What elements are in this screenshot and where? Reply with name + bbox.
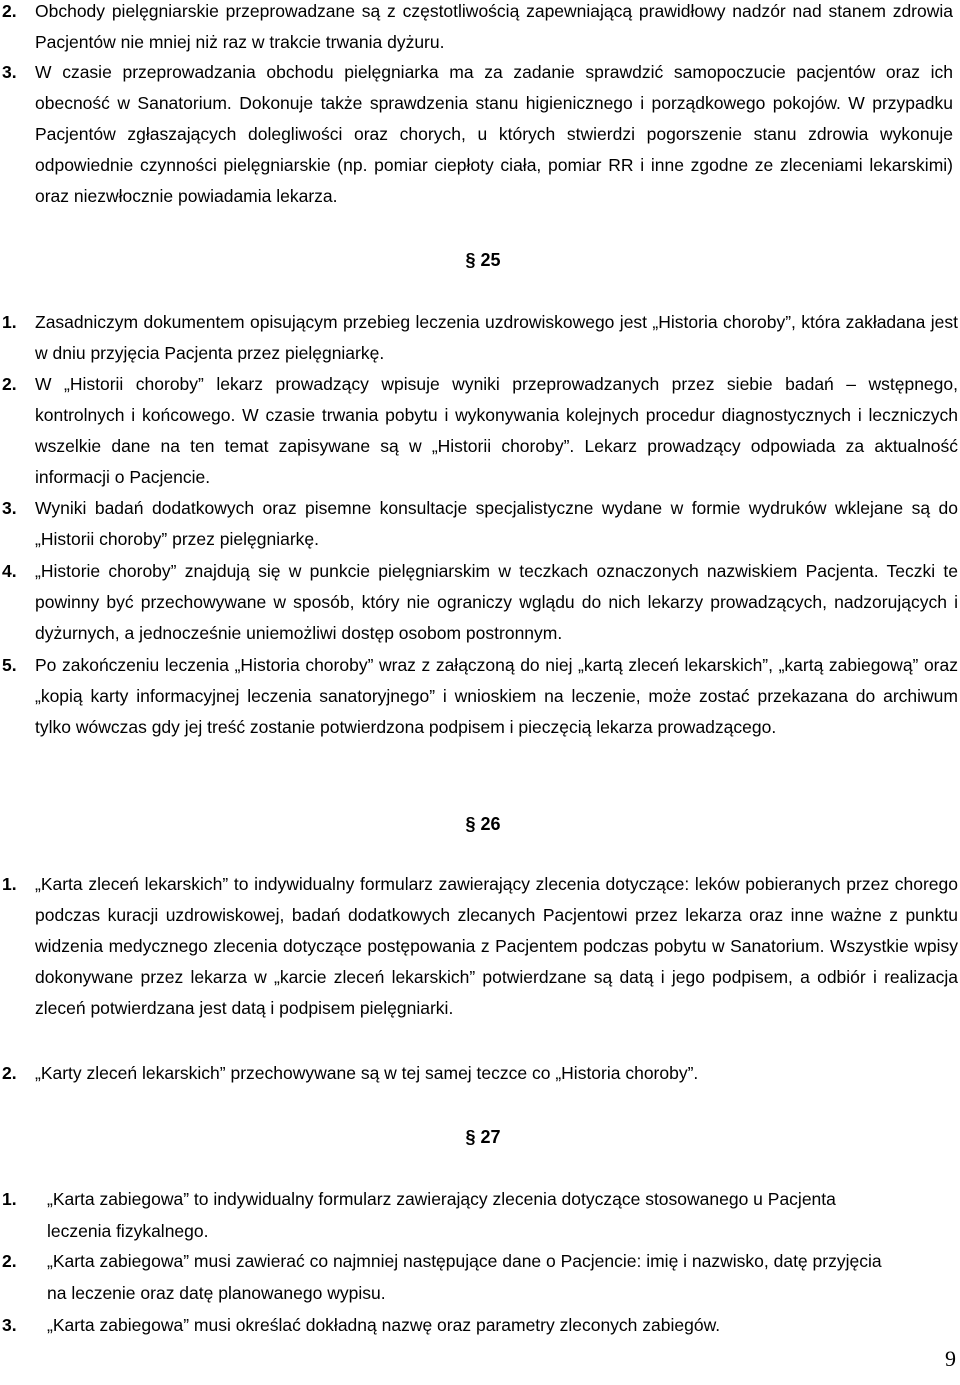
item-number: 2.: [2, 374, 17, 394]
item-number: 5.: [2, 655, 17, 675]
item-text: Wyniki badań dodatkowych oraz pisemne konsultacje specjalistyczne wydane w formie wydruków wklejane są do „Historii choroby” przez pielęgniarkę.: [35, 498, 958, 549]
item-text: „Historie choroby” znajdują się w punkcie pielęgniarskim w teczkach oznaczonych nazwiskiem Pacjenta. Teczki te powinny być przechowywane w sposób, który nie ograniczy wglądu do nich lekarzy prowadzących, nadzorujących i dyżurnych, a jednocześnie uniemożliwi dostęp osobom postronnym.: [35, 561, 958, 643]
list-item: [0, 493, 960, 555]
item-number: 4.: [2, 561, 17, 581]
section-heading: § 27: [465, 1127, 501, 1147]
item-text: „Karty zleceń lekarskich” przechowywane są w tej samej teczce co „Historia choroby”.: [35, 1063, 699, 1083]
item-text: „Karta zleceń lekarskich” to indywidualny formularz zawierający zlecenia dotyczące: leków pobieranych przez chorego podczas kuracji uzdrowiskowej, badań dodatkowych zlecanych Pacjentowi przez lekarza oraz inne ważne z punktu widzenia medycznego zlecenia dotyczące postępowania z Pacjentem podczas pobytu w Sanatorium. Wszystkie wpisy dokonywane przez lekarza w „karcie zleceń lekarskich” potwierdzane są datą i jego podpisem, a odbiór i realizacja zleceń potwierdzana jest datą i podpisem pielęgniarki.: [35, 874, 958, 1018]
item-text: W „Historii choroby” lekarz prowadzący wpisuje wyniki przeprowadzanych przez siebie badań – wstępnego, kontrolnych i końcowego. W czasie trwania pobytu i wykonywania kolejnych procedur diagnostycznych i leczniczych wszelkie dane na ten temat zapisywane są w „Historii choroby”. Lekarz prowadzący odpowiada za aktualność informacji o Pacjencie.: [35, 374, 958, 487]
item-number: 1.: [2, 874, 17, 894]
item-text: Po zakończeniu leczenia „Historia choroby” wraz z załączoną do niej „kartą zleceń lekarskich”, „kartą zabiegową” oraz „kopią karty informacyjnej leczenia sanatoryjnego” i wnioskiem na leczenie, może zostać przekazana do archiwum tylko wówczas gdy jej treść zostanie potwierdzona podpisem i pieczęcią lekarza prowadzącego.: [35, 655, 958, 737]
item-number: 2.: [2, 1063, 17, 1083]
item-text: „Karta zabiegowa” musi zawierać co najmniej następujące dane o Pacjencie: imię i nazwisko, datę przyjęcia na leczenie oraz datę planowanego wypisu.: [47, 1251, 882, 1303]
item-number: 2.: [2, 1, 17, 21]
item-text: „Karta zabiegowa” to indywidualny formularz zawierający zlecenia dotyczące stosowanego u Pacjenta leczenia fizykalnego.: [47, 1189, 836, 1241]
item-number: 3.: [2, 62, 17, 82]
item-number: 3.: [2, 1315, 17, 1335]
list-item: [0, 1058, 960, 1089]
list-item: [0, 57, 960, 212]
list-item: [0, 369, 960, 493]
list-item: [0, 307, 960, 369]
item-text: W czasie przeprowadzania obchodu pielęgniarka ma za zadanie sprawdzić samopoczucie pacjentów oraz ich obecność w Sanatorium. Dokonuje także sprawdzenia stanu higienicznego i porządkowego pokojów. W przypadku Pacjentów zgłaszających dolegliwości oraz chorych, u których stwierdzi pogorszenie stanu zdrowia wykonuje odpowiednie czynności pielęgniarskie (np. pomiar ciepłoty ciała, pomiar RR i inne zgodne ze zleceniami lekarskimi) oraz niezwłocznie powiadamia lekarza.: [35, 62, 953, 206]
item-text: Zasadniczym dokumentem opisującym przebieg leczenia uzdrowiskowego jest „Historia choroby”, która zakładana jest w dniu przyjęcia Pacjenta przez pielęgniarkę.: [35, 312, 958, 363]
item-text: Obchody pielęgniarskie przeprowadzane są z częstotliwością zapewniającą prawidłowy nadzór nad stanem zdrowia Pacjentów nie mniej niż raz w trakcie trwania dyżuru.: [35, 1, 953, 52]
section-heading: § 26: [465, 814, 501, 834]
item-number: 1.: [2, 312, 17, 332]
list-item: [0, 556, 960, 649]
item-number: 2.: [2, 1251, 17, 1271]
list-item: [0, 869, 960, 1024]
list-item: [0, 0, 960, 58]
list-item: [0, 650, 960, 743]
item-number: 3.: [2, 498, 17, 518]
section-heading: § 25: [465, 250, 501, 270]
item-text: „Karta zabiegowa” musi określać dokładną nazwę oraz parametry zleconych zabiegów.: [47, 1315, 721, 1335]
list-item: [0, 1245, 960, 1309]
list-item: [0, 1309, 960, 1341]
list-item: [0, 1183, 960, 1247]
page-number: 9: [945, 1346, 956, 1371]
item-number: 1.: [2, 1189, 17, 1209]
